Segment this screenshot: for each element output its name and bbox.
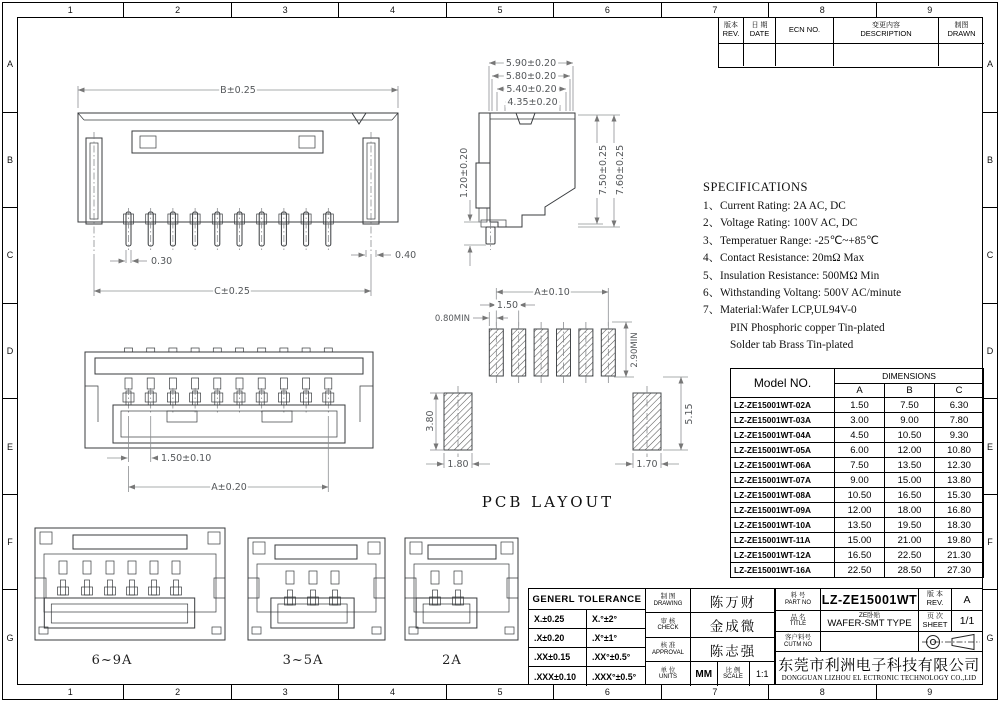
model-cell: LZ-ZE15001WT-02A [731, 398, 835, 413]
model-table-row [731, 533, 984, 548]
ruler-column-7: 7 [662, 3, 769, 17]
model-table-row [731, 398, 984, 413]
model-table-row [731, 488, 984, 503]
ecn-header-en: ECN NO. [788, 24, 821, 34]
date-header-cn: 日 期 [751, 22, 768, 30]
part-number: LZ-ZE15001WT [821, 589, 919, 610]
approval-label-cn: 核 准 [660, 642, 676, 650]
scale-label-cn: 比 例 [725, 666, 741, 674]
tolerance-value: .XXX°±0.5° [592, 671, 637, 682]
model-cell: LZ-ZE15001WT-11A [731, 533, 835, 548]
model-header: Model NO. [731, 369, 835, 398]
check-label-cn: 审 核 [660, 617, 676, 625]
dimensions-header: DIMENSIONS [835, 369, 984, 384]
dimension-cell: 12.00 [835, 503, 885, 518]
ruler-column-1: 1 [17, 3, 124, 17]
dim-label: B±0.25 [220, 85, 256, 96]
signoff-block [645, 588, 775, 685]
dimension-cell: 4.50 [835, 428, 885, 443]
tolerance-block [528, 588, 646, 685]
ruler-column-4: 4 [339, 685, 446, 699]
dim-label: 5.15 [684, 403, 695, 425]
units-label-en: UNITS [659, 674, 677, 681]
ruler-row-F: F [3, 495, 17, 591]
units-scale-row [646, 662, 775, 686]
projection-symbol [919, 632, 982, 651]
scale-label-en: SCALE [723, 674, 743, 681]
dim-label: 3~5A [282, 653, 324, 668]
ruler-column-5: 5 [447, 685, 554, 699]
dimension-cell: 3.00 [835, 413, 885, 428]
specifications [703, 180, 981, 355]
model-cell: LZ-ZE15001WT-10A [731, 518, 835, 533]
drawing-row [646, 589, 775, 613]
customer-value [821, 632, 919, 651]
title-label-en: TITLE [789, 621, 807, 628]
ruler-row-F: F [983, 495, 997, 591]
model-cell: LZ-ZE15001WT-05A [731, 443, 835, 458]
dim-label: 0.80MIN [434, 314, 470, 324]
dimension-cell: 9.00 [835, 473, 885, 488]
ruler-column-1: 1 [17, 685, 124, 699]
ruler-column-9: 9 [927, 687, 933, 697]
ruler-column-2: 2 [124, 685, 231, 699]
model-table-row [731, 458, 984, 473]
check-row [646, 613, 775, 638]
variant-view-3~5A [248, 538, 385, 668]
model-table-row [731, 413, 984, 428]
dim-label: 7.50±0.25 [598, 144, 609, 196]
scale-value: 1:1 [755, 669, 769, 679]
model-cell: LZ-ZE15001WT-09A [731, 503, 835, 518]
part-no-label [776, 589, 821, 610]
ruler-column-2: 2 [124, 3, 231, 17]
dimension-cell: 21.30 [935, 548, 984, 563]
model-cell: LZ-ZE15001WT-08A [731, 488, 835, 503]
ruler-column-4: 4 [339, 3, 446, 17]
rev-value: A [963, 593, 971, 606]
title-row [776, 611, 982, 632]
dim-label: C±0.25 [214, 286, 250, 297]
dim-label: 5.80±0.20 [505, 71, 557, 82]
dim-label: 1.20±0.20 [459, 147, 470, 198]
customer-label [776, 632, 821, 651]
tolerance-row [529, 648, 645, 667]
col-a-header: A [835, 384, 885, 398]
check-label-en: CHECK [657, 625, 679, 632]
tolerance-value: .X°±1° [592, 633, 618, 643]
ruler-column-5: 5 [447, 3, 554, 17]
ruler-row-G: G [986, 632, 994, 643]
variant-view-6~9A [35, 528, 225, 668]
sheet-label-en: SHEET [922, 619, 948, 629]
description-header-cn: 变更内容 [872, 22, 900, 30]
units-label [646, 662, 691, 686]
dimension-cell: 10.80 [935, 443, 984, 458]
spec-item: PIN Phosphoric copper Tin-plated [730, 321, 885, 334]
dim-label: 0.40 [395, 250, 417, 261]
tolerance-value: X.±0.25 [529, 610, 587, 628]
spec-item: 1、Current Rating: 2A AC, DC [703, 200, 846, 212]
model-cell: LZ-ZE15001WT-16A [731, 563, 835, 578]
dimension-cell: 12.00 [885, 443, 935, 458]
dimension-cell: 18.00 [885, 503, 935, 518]
dim-label: 4.35±0.20 [507, 97, 558, 108]
part-no-row [776, 589, 982, 611]
ruler-row-G: G [6, 632, 14, 643]
ruler-row-D: D [3, 304, 17, 400]
company-row [776, 652, 982, 686]
product-title-en: WAFER-SMT TYPE [827, 618, 912, 630]
rev-header-en: REV. [722, 28, 740, 38]
description-header-en: DESCRIPTION [860, 28, 912, 38]
drawing-name: 陈万财 [709, 594, 757, 610]
tolerance-header: GENERL TOLERANCE [529, 589, 645, 610]
sheet-label [919, 611, 952, 631]
drawing-label-cn: 制 图 [660, 593, 676, 601]
first-angle-projection-icon [920, 632, 982, 652]
dim-label: A±0.10 [534, 287, 570, 298]
dimension-cell: 7.50 [835, 458, 885, 473]
dimension-cell: 1.50 [835, 398, 885, 413]
ruler-row-E: E [983, 399, 997, 495]
ruler-column-6: 6 [554, 3, 661, 17]
model-table-row [731, 473, 984, 488]
dim-label: 2.90MIN [630, 332, 640, 368]
dimension-cell: 7.50 [885, 398, 935, 413]
dimension-cell: 15.00 [835, 533, 885, 548]
col-b-header: B [885, 384, 935, 398]
tolerance-row [529, 629, 645, 648]
dim-label: A±0.20 [211, 482, 247, 493]
part-no-label-cn: 料 号 [790, 592, 806, 600]
ruler-row-B: B [3, 113, 17, 209]
pcb-layout [425, 287, 695, 512]
units-value: MM [691, 662, 718, 686]
company-name-en: DONGGUAN LIZHOU EL ECTRONIC TECHNOLOGY CO.,LID [781, 674, 977, 682]
model-table-row [731, 548, 984, 563]
approval-label [646, 638, 691, 661]
units-label-cn: 单 位 [660, 666, 676, 674]
spec-item: 3、Temperatuer Range: -25℃~+85℃ [703, 234, 879, 247]
specifications-title: SPECIFICATIONS [703, 180, 808, 194]
approval-name: 陈志强 [709, 643, 757, 659]
dimension-cell: 16.50 [885, 488, 935, 503]
specifications-list [703, 198, 981, 355]
ruler-column-8: 8 [769, 3, 876, 17]
model-table-row [731, 503, 984, 518]
dimension-cell: 12.30 [935, 458, 984, 473]
dimension-cell: 9.30 [935, 428, 984, 443]
model-table-row [731, 518, 984, 533]
front-view [78, 85, 416, 298]
spec-item: 7、Material:Wafer LCP,UL94V-0 [703, 304, 857, 317]
model-table-row [731, 428, 984, 443]
dim-label: 5.90±0.20 [505, 58, 557, 69]
model-cell: LZ-ZE15001WT-03A [731, 413, 835, 428]
check-name: 金成微 [709, 619, 757, 634]
dimension-cell: 13.50 [835, 518, 885, 533]
dimension-cell: 18.30 [935, 518, 984, 533]
dimension-cell: 27.30 [935, 563, 984, 578]
product-title [821, 611, 919, 631]
model-table-row [731, 443, 984, 458]
dimension-cell: 16.50 [835, 548, 885, 563]
dim-label: 7.60±0.25 [615, 144, 626, 196]
dim-label: 3.80 [425, 410, 436, 432]
drawing-label [646, 589, 691, 612]
dim-label: 1.80 [447, 459, 469, 470]
dim-label: 6~9A [91, 653, 133, 668]
check-label [646, 613, 691, 637]
sheet-label-cn: 页 次 [927, 612, 943, 620]
customer-label-cn: 客户料号 [785, 634, 811, 642]
spec-item: 2、Voltage Rating: 100V AC, DC [703, 217, 858, 230]
dimension-cell: 22.50 [885, 548, 935, 563]
dimension-cell: 7.80 [935, 413, 984, 428]
tolerance-row [529, 667, 645, 686]
ruler-column-6: 6 [554, 685, 661, 699]
rev-header-cn: 版本 [724, 22, 738, 30]
date-header-en: DATE [749, 28, 770, 38]
customer-row [776, 632, 982, 652]
dimension-cell: 10.50 [885, 428, 935, 443]
dimension-cell: 21.00 [885, 533, 935, 548]
approval-label-en: APPROVAL [652, 649, 684, 656]
dim-label: 0.30 [151, 256, 173, 267]
dimension-cell: 16.80 [935, 503, 984, 518]
spec-item: Solder tab Brass Tin-plated [730, 339, 854, 352]
ruler-column-3: 3 [232, 685, 339, 699]
dim-label: 1.50 [496, 300, 519, 311]
dim-label: 1.70 [636, 459, 658, 470]
title-label [776, 611, 821, 631]
dim-label: PCB LAYOUT [481, 493, 615, 511]
dimension-cell: 22.50 [835, 563, 885, 578]
dimension-cell: 15.30 [935, 488, 984, 503]
company-name-cn: 东莞市利洲电子科技有限公司 [778, 657, 980, 674]
dimension-cell: 13.50 [885, 458, 935, 473]
bottom-view [85, 348, 373, 493]
model-cell: LZ-ZE15001WT-04A [731, 428, 835, 443]
dimension-cell: 9.00 [885, 413, 935, 428]
rev-label-en: REV. [926, 598, 944, 608]
drawn-header-en: DRAWN [947, 28, 976, 38]
company [776, 652, 982, 686]
ruler-row-B: B [983, 113, 997, 209]
ruler-column-8: 8 [769, 685, 876, 699]
approval-row [646, 638, 775, 662]
dimension-cell: 10.50 [835, 488, 885, 503]
spec-item: 6、Withstanding Voltang: 500V AC/minute [703, 287, 902, 300]
dimension-cell: 6.00 [835, 443, 885, 458]
part-info-block [775, 588, 983, 685]
dimension-cell: 19.50 [885, 518, 935, 533]
col-c-header: C [935, 384, 984, 398]
model-table-row [731, 563, 984, 578]
scale-label [718, 662, 750, 686]
rev-label-cn: 版 本 [927, 591, 943, 599]
dimension-cell: 19.80 [935, 533, 984, 548]
dim-label: 5.40±0.20 [506, 84, 557, 95]
ruler-row-C: C [983, 208, 997, 304]
tolerance-row [529, 610, 645, 629]
rev-label [919, 589, 952, 610]
model-cell: LZ-ZE15001WT-12A [731, 548, 835, 563]
dimension-cell: 13.80 [935, 473, 984, 488]
dimension-cell: 28.50 [885, 563, 935, 578]
variant-view-2A [405, 538, 518, 668]
sheet-value: 1/1 [959, 615, 975, 627]
ruler-column-9: 9 [927, 5, 933, 15]
ruler-row-A: A [983, 17, 997, 113]
drawing-label-en: DRAWING [653, 600, 683, 607]
title-label-cn: 品 名 [790, 613, 806, 621]
drawn-header-cn: 制图 [954, 22, 969, 30]
ruler-column-3: 3 [232, 3, 339, 17]
spec-item: 5、Insulation Resistance: 500MΩ Min [703, 269, 880, 282]
ruler-row-D: D [983, 304, 997, 400]
customer-label-en: CUTM NO [784, 641, 812, 648]
dimension-cell: 15.00 [885, 473, 935, 488]
dim-label: 1.50±0.10 [161, 453, 212, 464]
dimension-cell: 6.30 [935, 398, 984, 413]
part-no-label-en: PART NO [784, 599, 811, 606]
model-cell: LZ-ZE15001WT-06A [731, 458, 835, 473]
ruler-row-A: A [3, 17, 17, 113]
ruler-row-E: E [3, 399, 17, 495]
ruler-row-C: C [3, 208, 17, 304]
ruler-column-7: 7 [662, 685, 769, 699]
tolerance-value: .XX±0.15 [529, 648, 587, 666]
tolerance-value: .XX°±0.5° [592, 652, 631, 662]
tolerance-value: X.°±2° [592, 614, 618, 624]
tolerance-value: .X±0.20 [529, 629, 587, 647]
spec-item: 4、Contact Resistance: 20mΩ Max [703, 252, 865, 265]
model-cell: LZ-ZE15001WT-07A [731, 473, 835, 488]
side-view [459, 58, 626, 267]
tolerance-value: .XXX±0.10 [529, 667, 587, 686]
dim-label: 2A [442, 653, 462, 668]
model-table [730, 368, 984, 578]
product-title-cn: ZE卧贴 [858, 611, 881, 619]
